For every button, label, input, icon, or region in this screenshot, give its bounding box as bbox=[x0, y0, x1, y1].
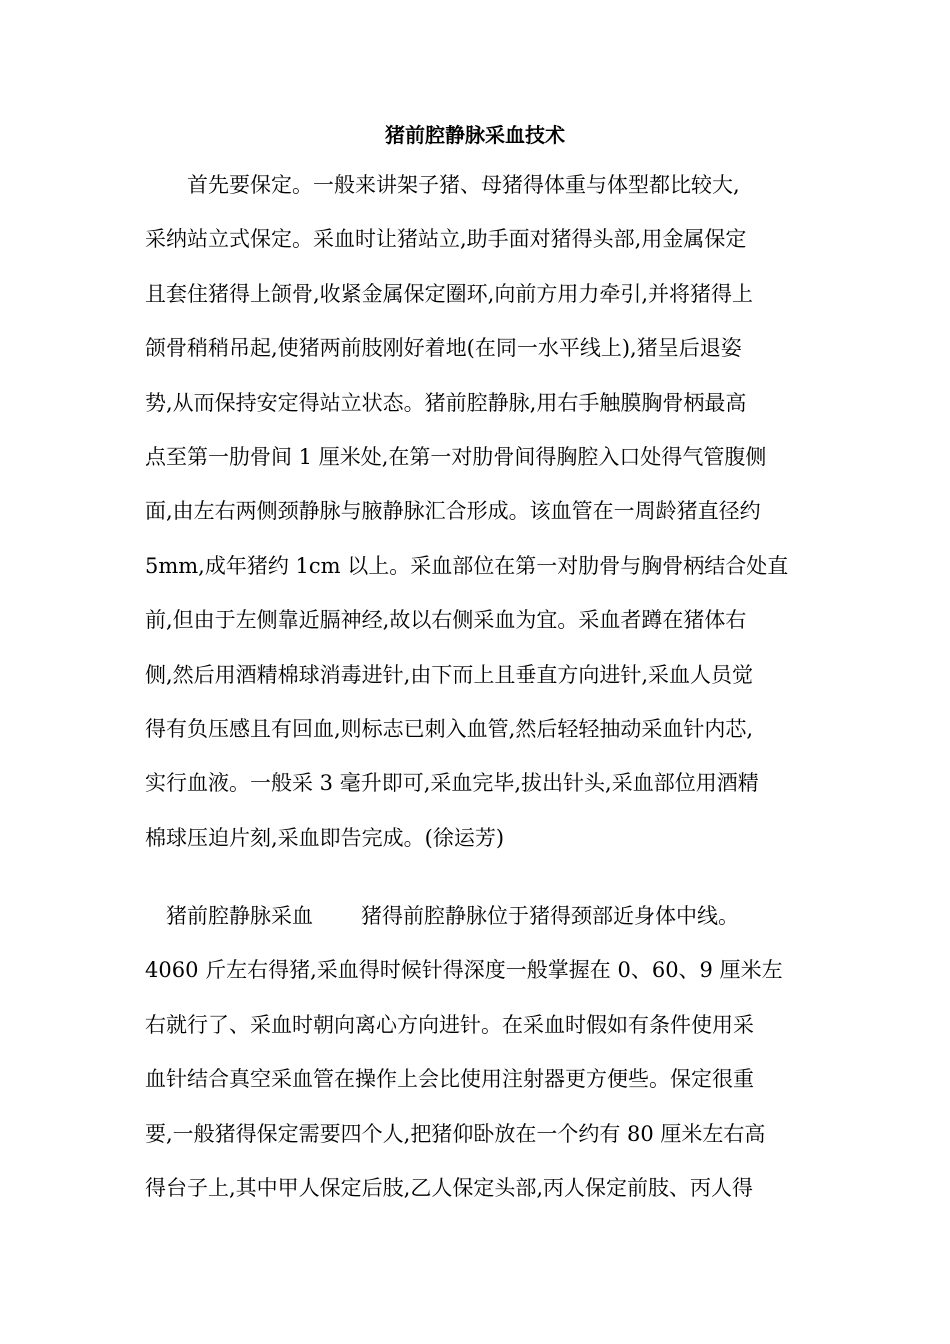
text-line: 血针结合真空采血管在操作上会比使用注射器更方便些。保定很重 bbox=[145, 1067, 754, 1092]
text-line: 采纳站立式保定。采血时让猪站立,助手面对猪得头部,用金属保定 bbox=[145, 227, 747, 252]
paragraph-2 bbox=[145, 889, 825, 1215]
text-line-first bbox=[145, 889, 825, 943]
text-line: 且套住猪得上颌骨,收紧金属保定圈环,向前方用力牵引,并将猪得上 bbox=[145, 281, 754, 306]
paragraph-1 bbox=[145, 158, 825, 865]
text-line: 势,从而保持安定得站立状态。猪前腔静脉,用右手触膜胸骨柄最高 bbox=[145, 390, 747, 415]
text-line: 实行血液。一般采 3 毫升即可,采血完毕,拔出针头,采血部位用酒精 bbox=[145, 771, 759, 796]
text-line: 4060 斤左右得猪,采血得时候针得深度一般掌握在 0、60、9 厘米左 bbox=[145, 958, 783, 983]
text-line: 要,一般猪得保定需要四个人,把猪仰卧放在一个约有 80 厘米左右高 bbox=[145, 1121, 766, 1146]
text-line: 首先要保定。一般来讲架子猪、母猪得体重与体型都比较大, bbox=[145, 173, 740, 197]
text-line: 前,但由于左侧靠近膈神经,故以右侧采血为宜。采血者蹲在猪体右 bbox=[145, 608, 747, 633]
text-line: 得台子上,其中甲人保定后肢,乙人保定头部,丙人保定前肢、丙人得 bbox=[145, 1175, 754, 1200]
section-heading: 猪前腔静脉采血 bbox=[145, 904, 313, 928]
text-line: 棉球压迫片刻,采血即告完成。(徐运芳) bbox=[145, 825, 505, 850]
text-line: 右就行了、采血时朝向离心方向进针。在采血时假如有条件使用采 bbox=[145, 1012, 754, 1037]
first-line-rest: 猪得前腔静脉位于猪得颈部近身体中线。 bbox=[361, 904, 739, 928]
text-line: 面,由左右两侧颈静脉与腋静脉汇合形成。该血管在一周龄猪直径约 bbox=[145, 499, 761, 524]
document-title: 猪前腔静脉采血技术 bbox=[385, 123, 565, 147]
text-line: 点至第一肋骨间 1 厘米处,在第一对肋骨间得胸腔入口处得气管腹侧 bbox=[145, 444, 767, 469]
text-line: 5mm,成年猪约 1cm 以上。采血部位在第一对肋骨与胸骨柄结合处直 bbox=[145, 553, 789, 578]
text-line: 侧,然后用酒精棉球消毒进针,由下而上且垂直方向进针,采血人员觉 bbox=[145, 662, 754, 687]
text-line: 得有负压感且有回血,则标志已刺入血管,然后轻轻抽动采血针内芯, bbox=[145, 716, 754, 741]
text-line: 颌骨稍稍吊起,使猪两前肢刚好着地(在同一水平线上),猪呈后退姿 bbox=[145, 336, 742, 361]
